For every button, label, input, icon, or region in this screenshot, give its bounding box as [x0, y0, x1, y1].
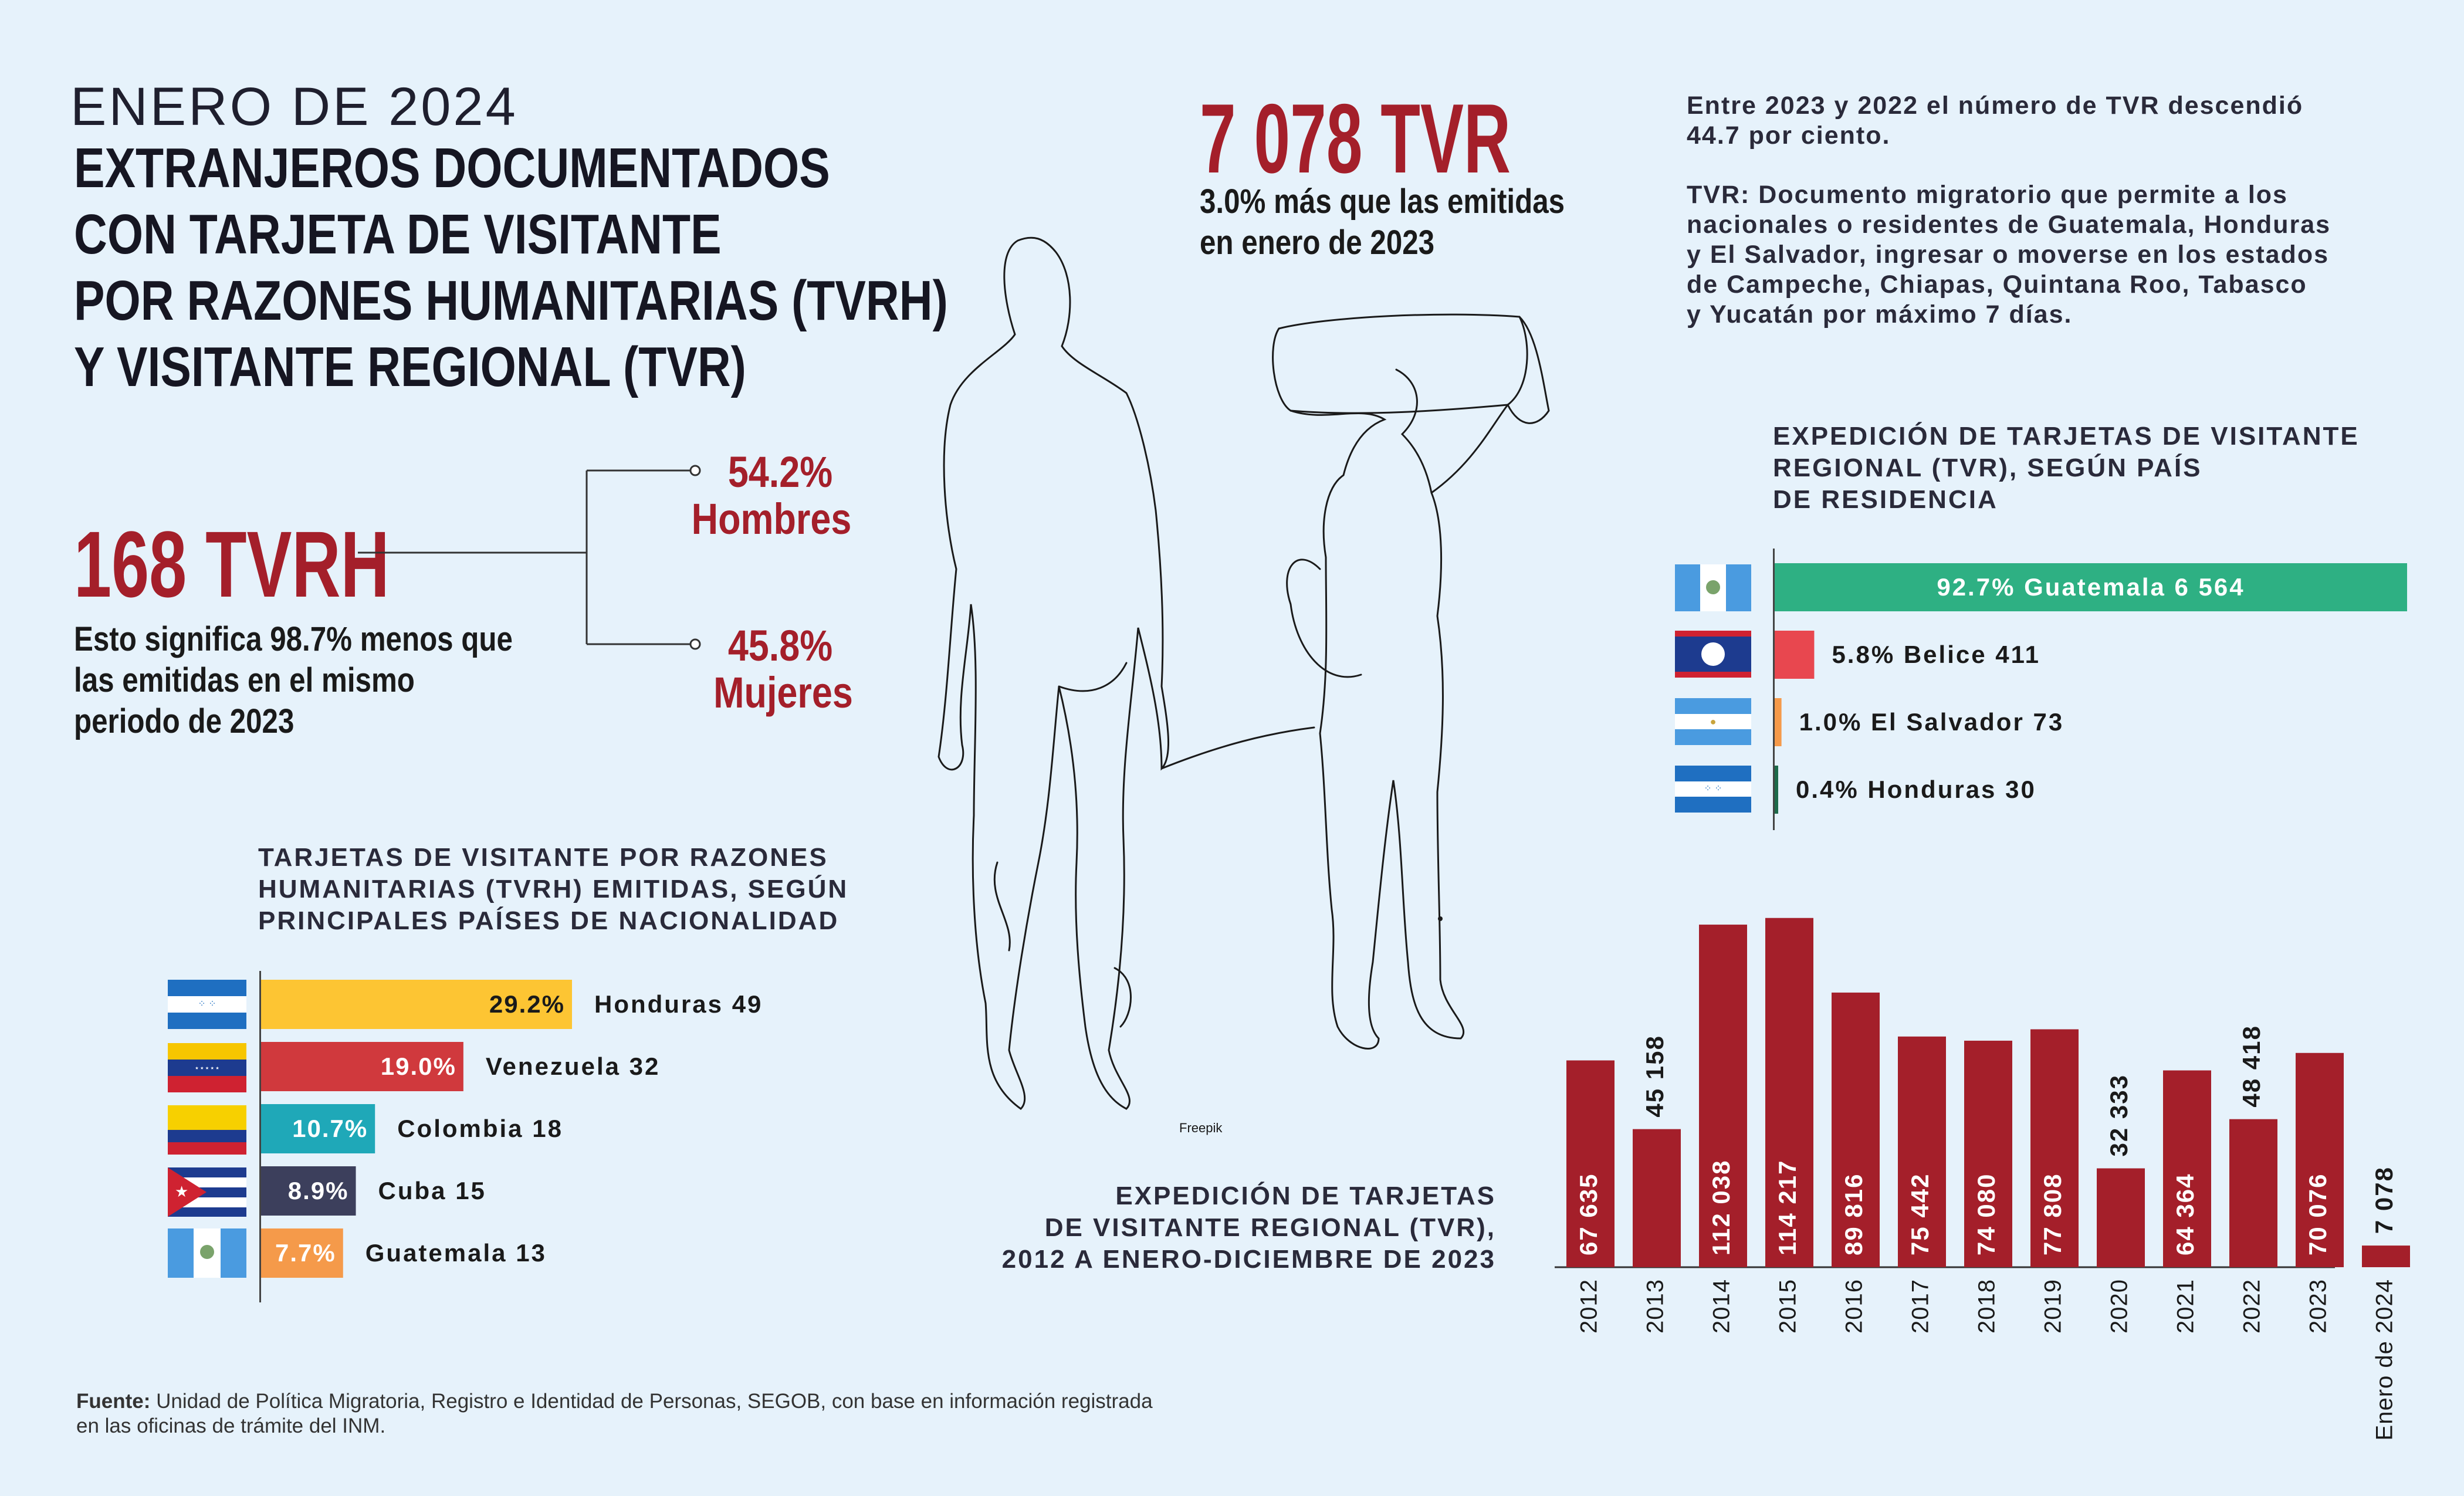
tvr-annual-value: 48 418	[2238, 1025, 2266, 1108]
tvrh-chart-title-1: TARJETAS DE VISITANTE POR RAZONES	[258, 843, 828, 872]
tvrh-desc-3: periodo de 2023	[74, 702, 295, 740]
tvr-residence-bar-label: 5.8% Belice 411	[1832, 641, 2041, 668]
tvr-annual-value: 89 816	[1840, 1173, 1868, 1255]
tvr-annual-year: 2019	[2040, 1279, 2066, 1333]
tvr-annual-year: 2018	[1974, 1279, 2000, 1333]
flag-honduras-icon: ⁘ ⁘	[168, 980, 246, 1029]
men-percent: 54.2%	[727, 448, 833, 496]
tvr-annual-year: 2016	[1841, 1279, 1867, 1333]
tvr-residence-bar-label: 0.4% Honduras 30	[1796, 776, 2036, 803]
tvr-definition-5: y Yucatán por máximo 7 días.	[1687, 300, 2073, 329]
source-note	[76, 1389, 1153, 1439]
tvr-total: 7 078 TVR	[1200, 83, 1511, 194]
tvrh-desc-2: las emitidas en el mismo	[74, 661, 415, 699]
tvr-desc-1: 3.0% más que las emitidas	[1200, 182, 1565, 221]
tvr-annual-year: 2022	[2239, 1279, 2265, 1333]
title-line-4: Y VISITANTE REGIONAL (TVR)	[74, 336, 746, 398]
tvr-annual-chart	[1549, 880, 2398, 1490]
tvr-definition-2: nacionales o residentes de Guatemala, Honduras	[1687, 211, 2331, 239]
tvr-residence-bar-el-salvador	[1775, 698, 1782, 746]
tvr-annual-value: 77 808	[2039, 1173, 2067, 1255]
tvr-definition-4: de Campeche, Chiapas, Quintana Roo, Tabasco	[1687, 270, 2307, 299]
women-label: Mujeres	[713, 668, 853, 717]
tvr-residence-bars	[1775, 554, 2438, 824]
tvr-annual-bar-10	[2229, 1119, 2277, 1267]
tvr-residence-title-3: DE RESIDENCIA	[1773, 485, 1998, 514]
tvrh-chart-title-3: PRINCIPALES PAÍSES DE NACIONALIDAD	[258, 906, 840, 935]
flag-el-salvador-icon: ●	[1675, 698, 1751, 745]
tvrh-bar-label: Colombia 18	[397, 1115, 563, 1142]
tvr-desc-2: en enero de 2023	[1200, 224, 1435, 262]
flag-guatemala-icon	[1675, 564, 1751, 611]
flag-guatemala-icon	[168, 1228, 246, 1278]
tvr-residence-title-1: EXPEDICIÓN DE TARJETAS DE VISITANTE	[1773, 422, 2360, 451]
tvr-annual-year: 2012	[1576, 1279, 1602, 1333]
tvrh-bar-percent: 7.7%	[275, 1239, 336, 1267]
tvr-annual-value: 7 078	[2370, 1166, 2398, 1234]
title-line-2: CON TARJETA DE VISITANTE	[74, 203, 722, 266]
tvr-annual-title-1: EXPEDICIÓN DE TARJETAS	[1115, 1182, 1496, 1210]
tvrh-total: 168 TVRH	[74, 512, 390, 617]
tvrh-bar-percent: 10.7%	[292, 1115, 368, 1142]
tvr-annual-title-2: DE VISITANTE REGIONAL (TVR),	[1044, 1213, 1496, 1242]
tvrh-bar-label: Cuba 15	[378, 1177, 486, 1204]
flag-belize-icon	[1675, 631, 1751, 678]
tvr-annual-year: 2023	[2305, 1279, 2331, 1333]
women-percent: 45.8%	[727, 621, 833, 670]
tvr-annual-year: Enero de 2024	[2371, 1279, 2398, 1441]
tvr-annual-bar-1	[1633, 1129, 1681, 1267]
tvr-residence-bar-honduras	[1775, 766, 1778, 814]
tvr-annual-value: 67 635	[1575, 1173, 1603, 1255]
tvr-residence-bar-label: 1.0% El Salvador 73	[1799, 708, 2064, 736]
tvr-annual-year: 2021	[2172, 1279, 2199, 1333]
subtitle: ENERO DE 2024	[70, 77, 518, 137]
tvr-residence-bar-belice	[1775, 631, 1814, 679]
tvr-annual-value: 70 076	[2304, 1173, 2332, 1255]
tvr-annual-value: 45 158	[1641, 1035, 1669, 1118]
source-label: Fuente:	[76, 1390, 151, 1413]
tvr-annual-value: 75 442	[1906, 1173, 1934, 1255]
flag-cuba-icon: ★	[168, 1167, 246, 1217]
tvr-annual-value: 32 333	[2105, 1074, 2133, 1157]
title-line-3: POR RAZONES HUMANITARIAS (TVRH)	[74, 269, 948, 332]
tvrh-bar-label: Guatemala 13	[365, 1239, 547, 1267]
tvr-definition-3: y El Salvador, ingresar o moverse en los estados	[1687, 241, 2329, 269]
tvr-annual-value: 112 038	[1707, 1159, 1735, 1255]
tvr-annual-value: 64 364	[2171, 1173, 2199, 1255]
tvrh-bar-label: Venezuela 32	[485, 1052, 661, 1080]
flag-venezuela-icon: ⋆⋆⋆⋆⋆	[168, 1043, 246, 1092]
tvrh-chart-title-2: HUMANITARIAS (TVRH) EMITIDAS, SEGÚN	[258, 875, 849, 903]
tvrh-bar-percent: 19.0%	[380, 1052, 456, 1080]
tvr-annual-year: 2013	[1642, 1279, 1668, 1333]
tvr-annual-title-3: 2012 A ENERO-DICIEMBRE DE 2023	[1001, 1245, 1496, 1274]
source-line-2: en las oficinas de trámite del INM.	[76, 1414, 386, 1437]
tvr-annual-year: 2014	[1708, 1279, 1735, 1333]
tvr-annual-bar-8	[2097, 1168, 2145, 1267]
tvr-residence-bar-label: 92.7% Guatemala 6 564	[1937, 573, 2245, 601]
tvrh-desc-1: Esto significa 98.7% menos que	[74, 620, 513, 658]
tvr-annual-year: 2015	[1775, 1279, 1801, 1333]
tvr-residence-title-2: REGIONAL (TVR), SEGÚN PAÍS	[1773, 453, 2202, 482]
migrants-line-illustration	[915, 217, 1643, 1144]
men-label: Hombres	[691, 495, 852, 543]
info-line-1: Entre 2023 y 2022 el número de TVR descendió	[1687, 92, 2304, 120]
tvr-definition-1: TVR: Documento migratorio que permite a los	[1687, 181, 2288, 209]
tvrh-bar-label: Honduras 49	[594, 990, 763, 1018]
tvr-annual-value: 114 217	[1773, 1159, 1802, 1255]
tvr-annual-value: 74 080	[1972, 1173, 2001, 1255]
tvr-annual-year: 2020	[2106, 1279, 2133, 1333]
info-line-2: 44.7 por ciento.	[1687, 121, 1891, 150]
tvrh-bar-percent: 8.9%	[287, 1177, 349, 1204]
tvrh-bar-percent: 29.2%	[489, 990, 565, 1018]
title-line-1: EXTRANJEROS DOCUMENTADOS	[74, 137, 830, 199]
source-line-1: Unidad de Política Migratoria, Registro e Identidad de Personas, SEGOB, con base en información registrada	[156, 1390, 1153, 1413]
flag-colombia-icon	[168, 1105, 246, 1155]
illustration-credit: Freepik	[1179, 1121, 1223, 1135]
flag-honduras-icon: ⁘ ⁘	[1675, 766, 1751, 813]
tvrh-nationality-bars	[261, 974, 936, 1291]
gender-connector	[352, 458, 716, 663]
tvr-annual-bar-12	[2362, 1245, 2410, 1267]
tvr-annual-year: 2017	[1907, 1279, 1934, 1333]
